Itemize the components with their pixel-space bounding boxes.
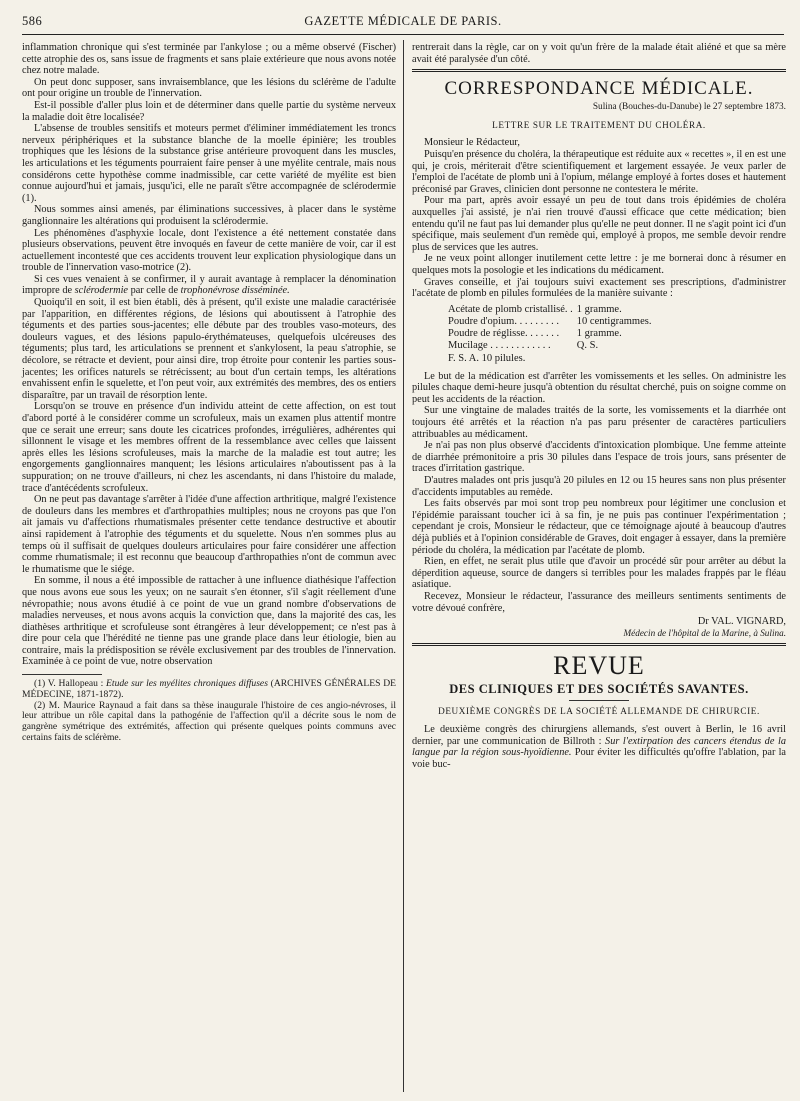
body-paragraph: Les phénomènes d'asphyxie locale, dont l'existence a été nettement constatée dans plusieurs observations, peuvent être invoqués en faveur de cette manière de voir, car il est actuellement incontesté que ces accidents trouvent leur explication physiologique dans un trouble de l'innervation vaso-motrice (2). <box>22 227 396 274</box>
letter-signature: Dr VAL. VIGNARD, <box>697 616 786 628</box>
formula-item: Mucilage . . . . . . . . . . . . <box>448 340 551 352</box>
body-paragraph: Nous sommes ainsi amenés, par éliminations successives, à placer dans le système ganglionnaire les altérations qui produisent la sclérodermie. <box>22 204 396 227</box>
newspaper-page <box>22 10 784 1095</box>
body-paragraph: Quoiqu'il en soit, il est bien établi, dès à présent, qu'il existe une maladie caractérisée par l'apparition, en différentes régions, de lésions qui aboutissent à l'atrophie des téguments et des parties sous-jacentes; elle débute par des troubles vaso-moteurs, des douleurs vagues, et des lésions papulo-érythémateuses, quelquefois ulcéreuses des téguments; plus tard, les articulations se prennent et s'ankylosent, la peau s'atrophie, se décolore, se rétracte et devient, pour ainsi dire, trop étroite pour contenir les parties sous-jacentes; les orifices naturels se rétrécissent; au bout d'un certain temps, les altérations envahissent enfin le squelette, et l'on peut voir, aux extrémités des membres, des os entiers disparaître, par un travail de résorption lente. <box>22 297 396 401</box>
revue-title: REVUE <box>553 651 645 681</box>
revue-subtitle: DES CLINIQUES ET DES SOCIÉTÉS SAVANTES. <box>449 682 749 697</box>
body-paragraph: On ne peut pas davantage s'arrêter à l'idée d'une affection arthritique, malgré l'existence de douleurs dans les membres et d'arthropathies multiples; nous ne croyons pas que l'on ait jamais vu d'affections rhumatismales présenter cette tendance destructive et aboutir ainsi rapidement à l'atrophie des téguments et du squelette. Nous n'en sommes plus au temps où il suffisait de quelques douleurs articulaires pour faire considérer une affection comme rhumatismale; il est reconnu que beaucoup d'arthropathies n'ont de commun avec le rhumatisme que le siége. <box>22 494 396 575</box>
footnote-2: (2) M. Maurice Raynaud a fait dans sa thèse inaugurale l'histoire de ces angio-névroses, il leur attribue un rôle capital dans la pathogénie de l'affection qu'il a décrite sous le nom de gangrène symétrique des extrémités, affection qui présente quelques points communs avec certains faits de sclérème. <box>22 699 396 744</box>
journal-title: GAZETTE MÉDICALE DE PARIS. <box>304 14 502 28</box>
text-run: Pour éviter les difficultés qu'offre l'ablation, par la voie buc- <box>412 747 786 770</box>
text-run: Si ces vues venaient à se confirmer, il y aurait avantage à remplacer la dénomination impropre de <box>22 273 396 297</box>
italic-term: Etude sur les myélites chroniques diffuses <box>106 678 268 690</box>
page-number: 586 <box>22 14 43 28</box>
italic-term: sclérodermie <box>74 285 128 297</box>
page-header <box>22 10 784 32</box>
body-paragraph: Lorsqu'on se trouve en présence d'un individu atteint de cette affection, on est tout d'abord porté à le considérer comme un scrofuleux, mais un examen plus attentif montre que ce serait une erreur; sans doute les cicatrices profondes, irrégulières, adhérentes qui sillonnent le visage et les membres offrent de la ressemblance avec celles que laissent après elles les lésions scrofuleuses, mais la marche de la maladie est tout autre; les engorgements ganglionnaires manquent; les lésions articulaires n'aboutissent pas à la suppuration; on ne trouve d'ailleurs, ni chez les ascendants, ni dans l'histoire du malade, trace d'antécédents scrofuleux. <box>22 401 396 494</box>
body-paragraph: Je n'ai pas non plus observé d'accidents d'intoxication plombique. Une femme atteinte de diarrhée prémonitoire a pris 30 pilules dans l'espace de trois jours, sans présenter de traces d'irritation gastrique. <box>412 440 786 475</box>
body-paragraph: inflammation chronique qui s'est terminée par l'ankylose ; ou a même observé (Fischer) cette atrophie des os, sans issue de fragments et sans plaie extérieure que nous avons notée chez notre malade. <box>22 42 396 77</box>
text-run: Le deuxième congrès des chirurgiens allemands, s'est ouvert à Berlin, le 16 avril dernier, par une communication de Billroth : <box>412 723 786 747</box>
body-paragraph: Le but de la médication est d'arrêter les vomissements et les selles. On administre les pilules chaque demi-heure jusqu'à obtention du résultat cherché, puis on soigne comme on peut les accidents de la réaction. <box>412 370 786 405</box>
formula-qty: Q. S. <box>576 340 599 352</box>
footnote-1 <box>22 679 396 701</box>
formula-row <box>448 340 655 352</box>
column-divider <box>403 40 404 1092</box>
text-run: par celle de <box>128 285 181 297</box>
letter-heading: LETTRE SUR LE TRAITEMENT DU CHOLÉRA. <box>492 119 706 130</box>
formula-row <box>448 304 655 316</box>
formula-item: Acétate de plomb cristallisé. . <box>448 303 573 315</box>
formula-row <box>448 328 655 340</box>
italic-term: Sur l'extirpation des cancers étendus de la langue par la région sous-hyoïdienne. <box>412 735 786 759</box>
header-rule <box>22 34 784 35</box>
body-paragraph <box>22 274 396 297</box>
left-column <box>22 42 396 744</box>
body-paragraph: En somme, il nous a été impossible de rattacher à une influence diathésique l'affection que nous avons eue sous les yeux; on ne saurait s'en étonner, s'il s'agit réellement d'une névropathie; nous avons étudié à ce point de vue un grand nombre d'observations de maladies nerveuses, et nous avons acquis la conviction que, dans la majorité des cas, les diathèses arthritique et scrofuleuse sont étrangères à leur développement; ce n'est pas à dire pour cela que l'hérédité ne tienne pas une grande place dans leur étiologie, bien au contraire, mais la prédisposition se révèle exclusivement par des troubles de l'innervation. Examinée à ce point de vue, notre observation <box>22 575 396 668</box>
body-paragraph: Est-il possible d'aller plus loin et de déterminer dans quelle partie du système nerveux la maladie doit être localisée? <box>22 99 396 123</box>
signature-title: Médecin de l'hôpital de la Marine, à Sulina. <box>623 627 786 638</box>
continuation-paragraph: rentrerait dans la règle, car on y voit qu'un frère de la malade était aliéné et que sa mère avait été paralysée d'un côté. <box>412 42 786 65</box>
body-paragraph: Pour ma part, après avoir essayé un peu de tout dans trois épidémies de choléra auxquelles j'ai assisté, je n'ai rien trouvé d'aussi efficace que cette médication; bien entendu qu'il ne faut pas lui demander plus qu'elle ne peut donner. Il ne s'agit point ici d'un spécifique, mais seulement d'un remède qui, employé à propos, me semble devoir rendre plus de services que les autres. <box>412 195 786 253</box>
body-paragraph: Rien, en effet, ne serait plus utile que d'avoir un procédé sûr pour arrêter au début la déperdition aqueuse, source de dangers si terribles pour les malades frappés par le fléau asiatique. <box>412 556 786 591</box>
body-paragraph: Puisqu'en présence du choléra, la thérapeutique est réduite aux « recettes », il en est une qui, je crois, mériterait d'être scientifiquement et largement essayée. Je veux parler de l'emploi de l'acétate de plomb uni à l'opium, mélange employé à fortes doses et hautement préconisé par Graves, clinicien dont personne ne contestera le mérite. <box>412 148 786 195</box>
body-paragraph: Sur une vingtaine de malades traités de la sorte, les vomissements et la diarrhée ont toujours été arrêtés et la réaction n'a pas paru présenter de caractères particuliers attribuables au médicament. <box>412 405 786 440</box>
formula-qty <box>577 353 656 365</box>
right-column <box>412 42 786 770</box>
formula-item: Poudre d'opium. . . . . . . . . <box>448 315 559 327</box>
italic-term: trophonévrose disséminée. <box>180 285 290 297</box>
body-paragraph: Recevez, Monsieur le rédacteur, l'assurance des meilleurs sentiments sentiments de votre dévoué confrère, <box>412 590 786 614</box>
formula-row <box>448 353 655 365</box>
body-paragraph: On peut donc supposer, sans invraisemblance, que les lésions du sclérème de l'adulte ont pour origine un trouble de l'innervation. <box>22 76 396 100</box>
body-paragraph: Je ne veux point allonger inutilement cette lettre : je me bornerai donc à résumer en quelques mots la posologie et les indications du médicament. <box>412 253 786 276</box>
formula-qty: 1 gramme. <box>576 328 622 340</box>
congress-heading: DEUXIÈME CONGRÈS DE LA SOCIÉTÉ ALLEMANDE DE CHIRURCIE. <box>438 706 760 717</box>
formula-item: F. S. A. 10 pilules. <box>448 352 526 364</box>
body-paragraph: D'autres malades ont pris jusqu'à 20 pilules en 12 ou 15 heures sans non plus présenter d'accidents imputables au remède. <box>412 475 786 498</box>
salutation: Monsieur le Rédacteur, <box>424 137 520 149</box>
text-run: (1) V. Hallopeau : <box>34 678 107 690</box>
body-paragraph <box>412 724 786 770</box>
correspondance-title: CORRESPONDANCE MÉDICALE. <box>444 78 754 100</box>
formula-item: Poudre de réglisse. . . . . . . <box>448 328 560 340</box>
letter-dateline: Sulina (Bouches-du-Danube) le 27 septembre 1873. <box>592 102 786 113</box>
body-paragraph: Les faits observés par moi sont trop peu nombreux pour légitimer une conclusion et l'épidémie paraissant toucher ici à sa fin, je ne puis pas continuer l'expérimentation ; cependant je crois, Monsieur le rédacteur, que ce témoignage ajouté à beaucoup d'autres déjà publiés et à l'opinion considérable de Graves, doit engager à essayer, dans la première période du choléra, la médication par l'acétate de plomb. <box>412 498 786 556</box>
text-run: (ARCHIVES GÉNÉRALES DE MÉDECINE, 1871-1872). <box>22 678 396 700</box>
formula-row <box>448 316 655 328</box>
section-rule <box>412 69 786 72</box>
prescription-formula <box>448 304 655 365</box>
body-paragraph: L'absense de troubles sensitifs et moteurs permet d'éliminer immédiatement les troncs nerveux périphériques et la substance blanche de la moelle épinière; les troubles trophiques que les lésions de la substance grise antérieure provoquent dans les muscles, les articulations et les téguments pourraient faire penser à une myélite centrale, mais nous considérons cette hypothèse comme inadmissible, car cette variété de myélite est bien connue aujourd'hui et jamais, jusqu'ici, elle ne paraît s'être accompagnée de sclérodermie (1). <box>22 123 396 204</box>
formula-qty: 1 gramme. <box>576 303 622 315</box>
footnote-rule <box>22 674 102 675</box>
body-paragraph: Graves conseille, et j'ai toujours suivi exactement ses prescriptions, d'administrer l'acétate de plomb en pilules formulées de la manière suivante : <box>412 276 786 300</box>
formula-qty: 10 centigrammes. <box>576 315 652 327</box>
section-rule <box>412 643 786 646</box>
short-rule <box>569 700 629 701</box>
